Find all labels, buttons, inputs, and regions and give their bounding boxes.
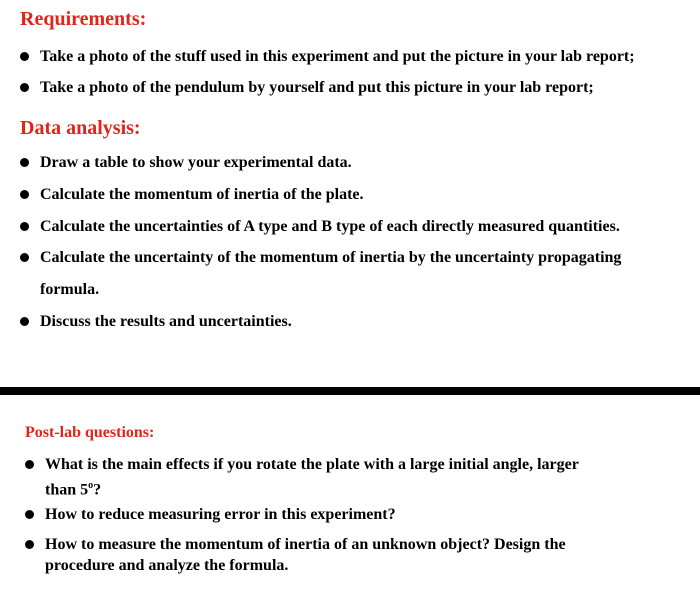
post-lab-question-text: What is the main effects if you rotate the plate with a large initial angle, larger [45,456,579,473]
requirements-heading: Requirements: [20,8,147,30]
data-analysis-item-text: Calculate the momentum of inertia of the plate. [40,186,364,203]
bullet-dot-icon [25,460,34,469]
post-lab-heading: Post-lab questions: [25,424,155,441]
bullet-dot-icon [20,83,29,92]
post-lab-question-continuation [45,475,101,500]
post-lab-question-text: procedure and analyze the formula. [45,557,289,574]
data-analysis-item [40,179,364,210]
section-divider [0,387,700,395]
bullet-dot-icon [20,222,29,231]
bullet-dot-icon [20,253,29,262]
requirement-item [40,41,635,72]
bullet-dot-icon [20,158,29,167]
post-lab-question-text: ? [93,481,102,499]
post-lab-question [45,534,566,555]
data-analysis-item-text: Calculate the uncertainties of A type and B type of each directly measured quantities. [40,218,620,235]
post-lab-question-text: than 5 [45,481,89,499]
data-analysis-item-continuation [40,274,99,305]
data-analysis-item-text: Draw a table to show your experimental data. [40,154,352,171]
data-analysis-item-text: Calculate the uncertainty of the momentum of inertia by the uncertainty propagating [40,249,622,266]
bullet-dot-icon [25,510,34,519]
post-lab-question-text: How to measure the momentum of inertia of an unknown object? Design the [45,536,566,553]
requirement-item-text: Take a photo of the pendulum by yourself and put this picture in your lab report; [40,79,594,96]
bullet-dot-icon [20,190,29,199]
data-analysis-heading: Data analysis: [20,117,141,139]
data-analysis-item-text: Discuss the results and uncertainties. [40,313,292,330]
data-analysis-item [40,147,352,178]
data-analysis-item-text: formula. [40,281,100,298]
bullet-dot-icon [25,540,34,549]
post-lab-question [45,454,579,475]
post-lab-question [45,504,396,525]
degree-superscript: o [88,480,94,491]
data-analysis-item [40,306,292,337]
post-lab-question-continuation [45,555,288,576]
bullet-dot-icon [20,317,29,326]
bullet-dot-icon [20,52,29,61]
data-analysis-item [40,211,620,242]
post-lab-question-text: How to reduce measuring error in this experiment? [45,506,396,523]
data-analysis-item [40,242,621,273]
requirement-item-text: Take a photo of the stuff used in this experiment and put the picture in your lab report; [40,48,635,65]
requirement-item [40,72,594,103]
